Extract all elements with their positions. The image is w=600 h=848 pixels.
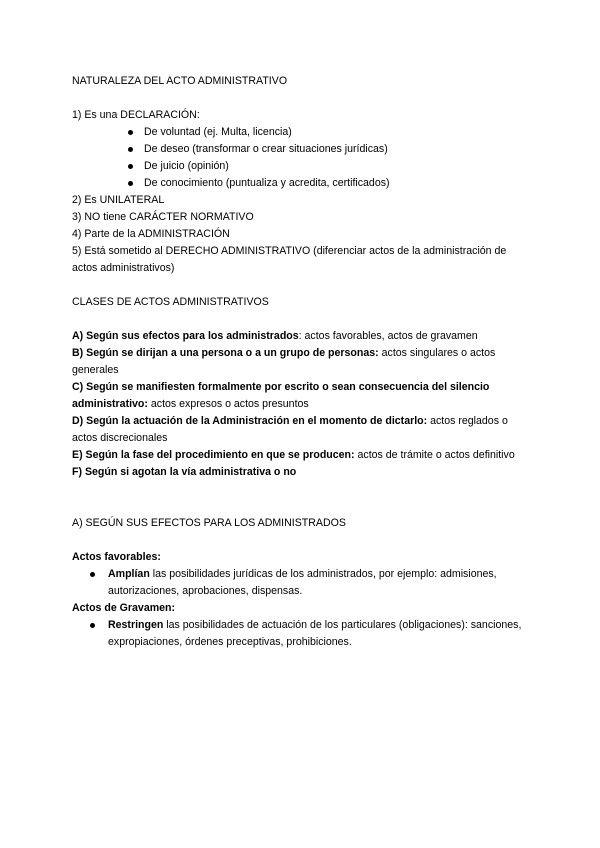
declaracion-item: De juicio (opinión) [128,158,532,175]
naturaleza-item-2: 2) Es UNILATERAL [72,194,165,206]
declaracion-item: De voluntad (ej. Multa, licencia) [128,124,532,141]
clases-heading: CLASES DE ACTOS ADMINISTRATIVOS [72,296,269,308]
naturaleza-item-3: 3) NO tiene CARÁCTER NORMATIVO [72,211,254,223]
declaracion-item: De conocimiento (puntualiza y acredita, certificados) [128,175,532,192]
clase-item: A) Según sus efectos para los administrados: actos favorables, actos de gravamen [72,330,478,342]
declaracion-item: De deseo (transformar o crear situaciones jurídicas) [128,141,532,158]
clase-item: D) Según la actuación de la Administración en el momento de dictarlo: actos reglados o actos discrecionales [72,415,508,444]
declaracion-list [72,124,532,192]
favorables-list [72,566,532,600]
bullet-icon [90,572,95,577]
gravamen-list [72,617,532,651]
favorables-label: Actos favorables: [72,551,161,563]
naturaleza-item-4: 4) Parte de la ADMINISTRACIÓN [72,228,230,240]
bullet-icon [90,623,95,628]
bullet-icon [128,181,133,186]
clase-item: F) Según si agotan la vía administrativa o no [72,466,297,478]
bullet-icon [128,147,133,152]
bullet-icon [128,164,133,169]
naturaleza-item-1: 1) Es una DECLARACIÓN: [72,109,200,121]
clase-item: C) Según se manifiesten formalmente por escrito o sean consecuencia del silencio administrativo: actos expresos o actos presuntos [72,381,490,410]
clase-item: B) Según se dirijan a una persona o a un grupo de personas: actos singulares o actos generales [72,347,496,376]
naturaleza-item-5: 5) Está sometido al DERECHO ADMINISTRATIVO (diferenciar actos de la administración de actos administrativos) [72,245,507,274]
document-body [72,73,532,651]
gravamen-label: Actos de Gravamen: [72,602,176,614]
gravamen-item: Restringen las posibilidades de actuación de los particulares (obligaciones): sanciones, expropiaciones, órdenes preceptivas, prohibiciones. [90,617,532,651]
bullet-icon [128,130,133,135]
clase-item: E) Según la fase del procedimiento en que se producen: actos de trámite o actos definitivo [72,449,515,461]
document-title: NATURALEZA DEL ACTO ADMINISTRATIVO [72,75,288,87]
favorables-item: Amplían las posibilidades jurídicas de los administrados, por ejemplo: admisiones, autorizaciones, aprobaciones, dispensas. [90,566,532,600]
seccion-a-heading: A) SEGÚN SUS EFECTOS PARA LOS ADMINISTRADOS [72,517,346,529]
